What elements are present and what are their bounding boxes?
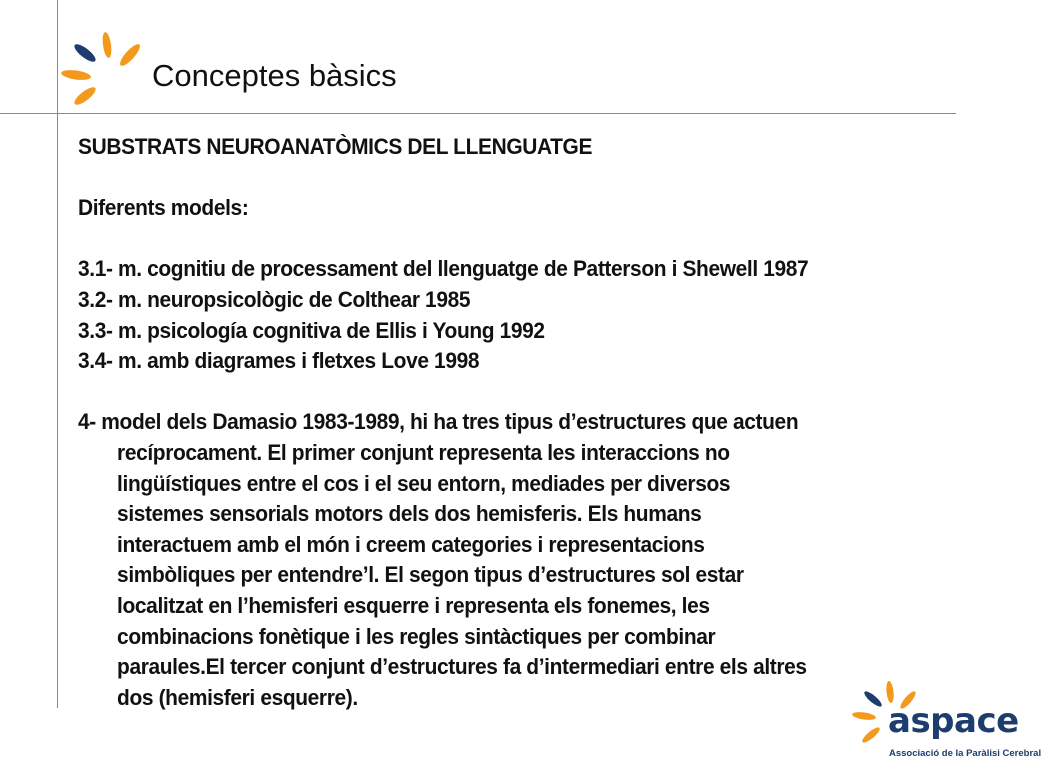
slide-title: Conceptes bàsics	[152, 58, 397, 93]
paragraph-line: recíprocament. El primer conjunt representa les interaccions no	[117, 439, 730, 465]
brand-subtitle: Associació de la Paràlisi Cerebral	[889, 748, 1041, 759]
paragraph-line: localitzat en l’hemisferi esquerre i representa els fonemes, les	[117, 592, 710, 618]
paragraph-line: dos (hemisferi esquerre).	[117, 684, 358, 710]
damasio-paragraph-first-line: 4- model dels Damasio 1983-1989, hi ha tres tipus d’estructures que actuen	[78, 409, 799, 435]
model-item: 3.4- m. amb diagrames i fletxes Love 1998	[78, 348, 480, 374]
paragraph-line: combinacions fonètique i les regles sintàctiques per combinar	[117, 623, 716, 649]
models-subheading: Diferents models:	[78, 195, 249, 221]
spacer	[78, 163, 878, 194]
model-item: 3.2- m. neuropsicològic de Colthear 1985	[78, 286, 471, 312]
spacer	[78, 224, 878, 255]
horizontal-rule	[0, 113, 956, 114]
paragraph-line: sistemes sensorials motors dels dos hemisferis. Els humans	[117, 501, 702, 527]
aspace-petal-logo-icon	[52, 28, 148, 112]
section-heading: SUBSTRATS NEUROANATÒMICS DEL LLENGUATGE	[78, 134, 593, 159]
slide-content	[78, 132, 878, 713]
brand-name: aspace	[888, 701, 1019, 741]
model-item: 3.3- m. psicología cognitiva de Ellis i Young 1992	[78, 317, 545, 343]
paragraph-line: interactuem amb el món i creem categories i representacions	[117, 531, 705, 557]
paragraph-line: paraules.El tercer conjunt d’estructures fa d’intermediari entre els altres	[117, 654, 807, 680]
model-item: 3.1- m. cognitiu de processament del llenguatge de Patterson i Shewell 1987	[78, 256, 809, 282]
paragraph-line: simbòliques per entendre’l. El segon tipus d’estructures sol estar	[117, 562, 744, 588]
paragraph-line: lingüístiques entre el cos i el seu entorn, mediades per diversos	[117, 470, 731, 496]
spacer	[78, 377, 878, 408]
